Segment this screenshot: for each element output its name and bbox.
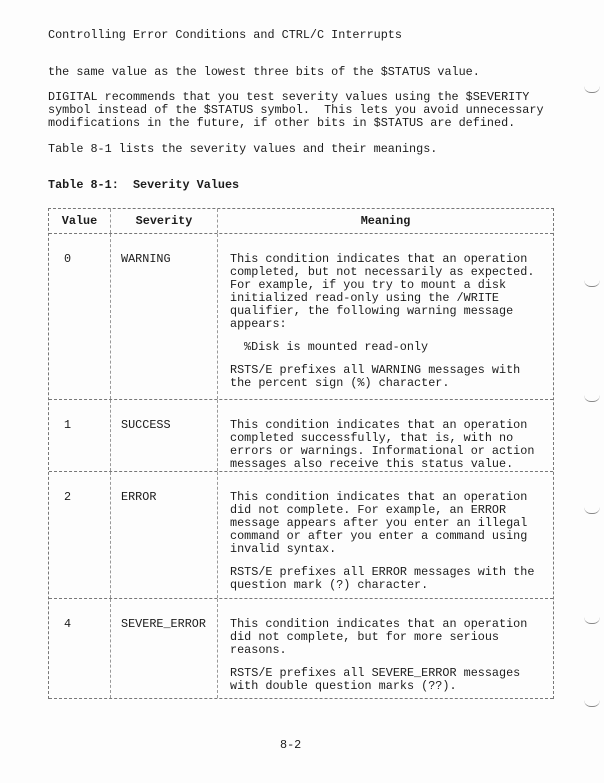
cell-severity: SEVERE_ERROR	[111, 599, 218, 698]
binding-mark	[584, 507, 600, 514]
meaning-paragraph: RSTS/E prefixes all WARNING messages with the percent sign (%) character.	[230, 363, 521, 390]
table-row	[49, 400, 553, 472]
cell-severity: WARNING	[111, 234, 218, 399]
binding-mark	[584, 700, 600, 707]
meaning-paragraph: This condition indicates that an operation did not complete. For example, an ERROR message appears after you enter an illegal command or after you enter a command using invalid syntax.	[230, 490, 528, 556]
cell-meaning	[218, 234, 553, 399]
cell-value: 0	[49, 234, 111, 399]
binding-mark	[584, 280, 600, 287]
table-header	[49, 209, 553, 234]
meaning-paragraph: This condition indicates that an operation completed successfully, that is, with no errors or warnings. Informational or action messages also receive this status value.	[230, 418, 535, 471]
cell-value: 2	[49, 472, 111, 598]
running-header: Controlling Error Conditions and CTRL/C Interrupts	[48, 28, 402, 42]
binding-mark	[584, 86, 600, 93]
table-row	[49, 472, 553, 599]
page-number: 8-2	[280, 738, 302, 752]
header-value: Value	[49, 209, 111, 233]
cell-meaning	[218, 400, 553, 471]
cell-value: 1	[49, 400, 111, 471]
header-severity: Severity	[111, 209, 218, 233]
body-text-line: the same value as the lowest three bits of the $STATUS value.	[48, 65, 480, 79]
header-meaning: Meaning	[360, 214, 411, 228]
meaning-paragraph: RSTS/E prefixes all ERROR messages with the question mark (?) character.	[230, 565, 535, 592]
cell-meaning	[218, 599, 553, 698]
cell-severity: SUCCESS	[111, 400, 218, 471]
meaning-paragraph: RSTS/E prefixes all SEVERE_ERROR messages with double question marks (??).	[230, 666, 521, 693]
body-text-line: symbol instead of the $STATUS symbol. This lets you avoid unnecessary	[48, 103, 544, 117]
body-text-line: modifications in the future, if other bits in $STATUS are defined.	[48, 116, 516, 130]
table-row	[49, 599, 553, 699]
binding-mark	[584, 395, 600, 402]
cell-meaning	[218, 472, 553, 598]
severity-table	[48, 208, 554, 699]
example-message: %Disk is mounted read-only	[244, 340, 429, 354]
body-text-line: DIGITAL recommends that you test severity values using the $SEVERITY	[48, 90, 530, 104]
body-text-line: Table 8-1 lists the severity values and their meanings.	[48, 142, 438, 156]
cell-severity: ERROR	[111, 472, 218, 598]
meaning-paragraph: This condition indicates that an operation did not complete, but for more serious reasons.	[230, 617, 528, 657]
table-row	[49, 234, 553, 400]
meaning-paragraph: This condition indicates that an operation completed, but not necessarily as expected. For example, if you try to mount a disk initialized read-only using the /WRITE qualifier, the following warning message appears:	[230, 252, 535, 331]
binding-mark	[584, 617, 600, 624]
cell-value: 4	[49, 599, 111, 698]
table-caption: Table 8-1: Severity Values	[48, 178, 240, 192]
